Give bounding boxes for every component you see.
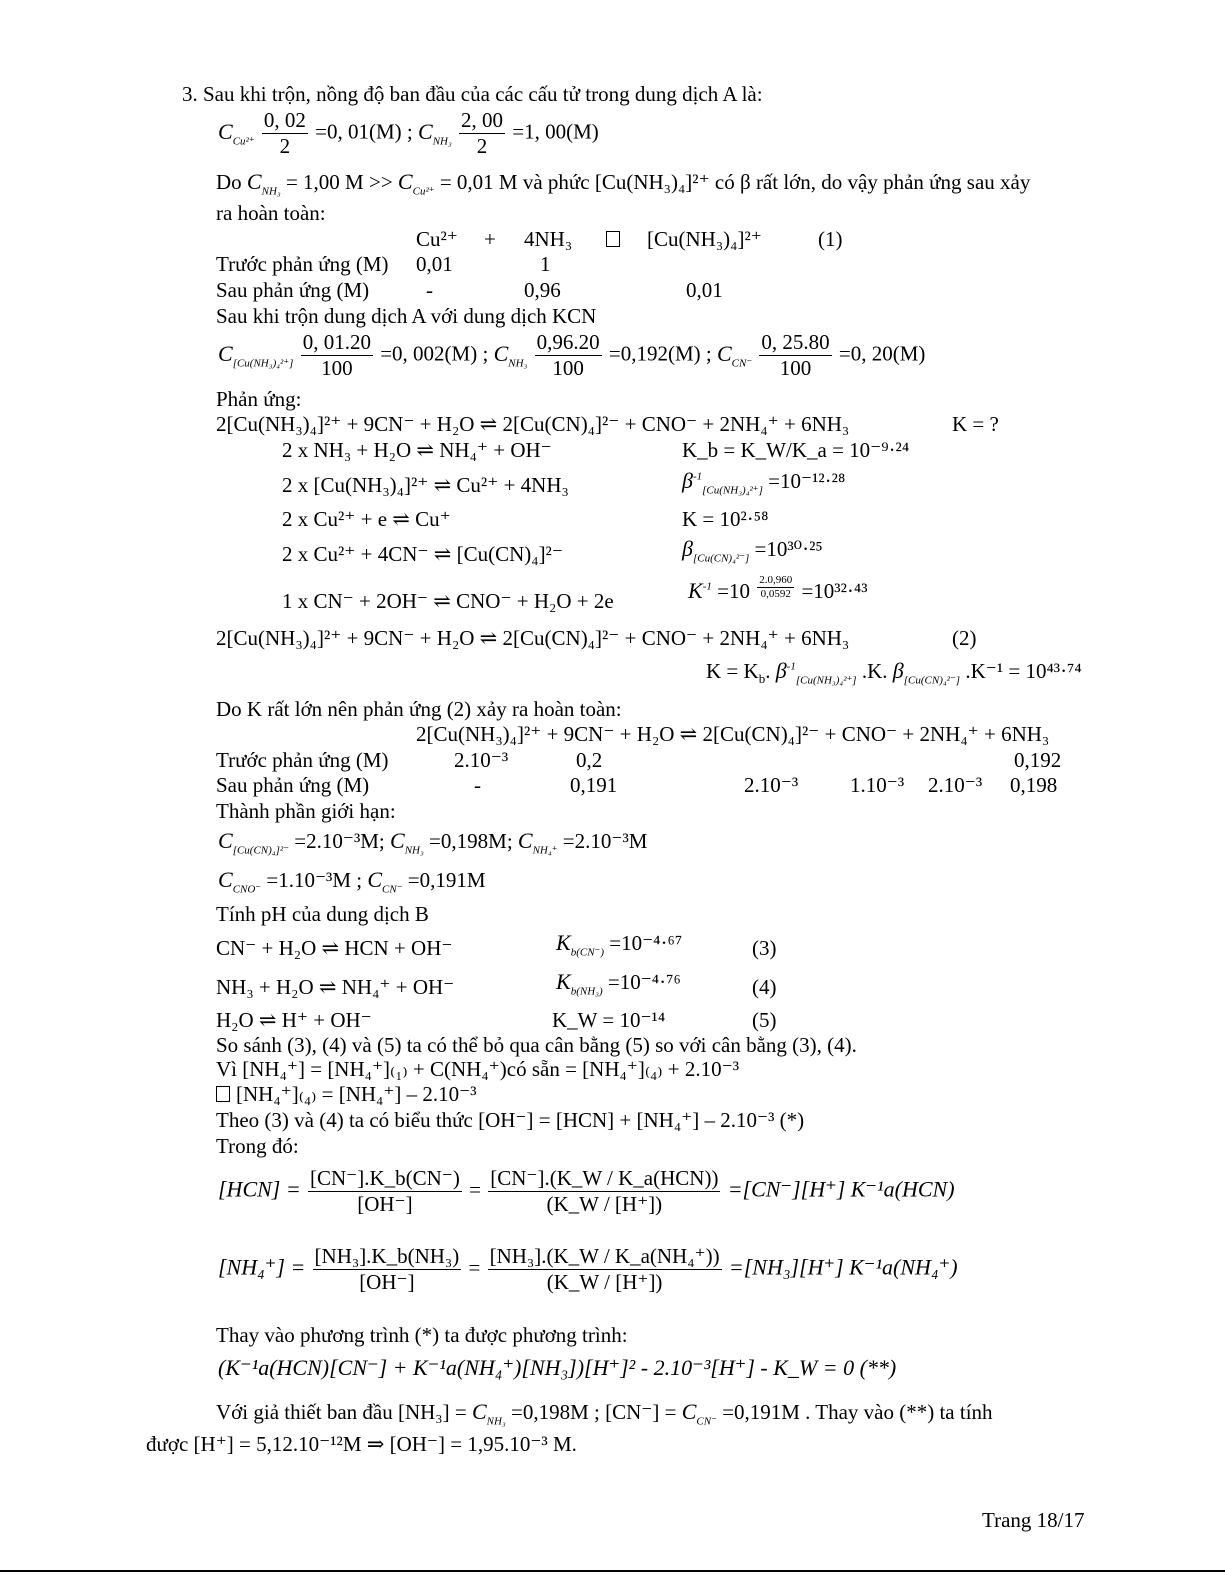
after-2-b: 0,191 [570,773,618,797]
before-2-c: 0,192 [1014,748,1062,772]
equation-2-repeat: 2[Cu(NH₃)₄]²⁺ + 9CN⁻ + H₂O ⇌ 2[Cu(CN)₄]²⁻ + CNO⁻ + 2NH₄⁺ + 6NH₃ [416,722,1050,746]
react-label: Phản ứng: [216,387,302,411]
compare-line: So sánh (3), (4) và (5) ta có thể bỏ qua cân bằng (5) so với cân bằng (3), (4). [216,1033,857,1057]
implies-line: [NH₄⁺]₍₄₎ = [NH₄⁺] – 2.10⁻³ [216,1084,477,1105]
reaction-1-nh3: 4NH₃ [524,227,573,251]
eq-5-number: (5) [752,1008,777,1032]
bigk-line: Do K rất lớn nên phản ứng (2) xảy ra hoàn toàn: [216,697,622,721]
after-1-a: - [426,278,433,302]
step-2-k: $\beta^{-1}_{[Cu(NH_3)_4^{2+}]} =10^{-12}\cdot^{28}$ [682,468,846,497]
before-2-a: 2.10⁻³ [454,748,509,772]
equation-2: 2[Cu(NH₃)₄]²⁺ + 9CN⁻ + H₂O ⇌ 2[Cu(CN)₄]²⁻ + CNO⁻ + 2NH₄⁺ + 6NH₃ [216,626,850,650]
k-question: K = ? [952,412,999,436]
limit-label: Thành phần giới hạn: [216,799,396,823]
ph-label: Tính pH của dung dịch B [216,902,429,926]
arrow-box-icon [600,229,626,250]
step-3: 2 x Cu²⁺ + e ⇌ Cu⁺ [282,507,451,531]
eq-3-number: (3) [752,936,777,960]
after-2-c: 2.10⁻³ [744,773,799,797]
intro-line: 3. Sau khi trộn, nồng độ ban đầu của các cấu tử trong dung dịch A là: [182,82,763,106]
after-2-a: - [474,773,481,797]
eq-3-k: $K_{b(CN^-)} =10^{-4}\cdot^{67}$ [556,930,683,959]
footer-divider [0,1570,1225,1572]
eq-4: NH₃ + H₂O ⇌ NH₄⁺ + OH⁻ [216,975,455,999]
before-label-2: Trước phản ứng (M) [216,748,389,772]
step-1: 2 x NH₃ + H₂O ⇌ NH₄⁺ + OH⁻ [282,438,552,462]
step-5: 1 x CN⁻ + 2OH⁻ ⇌ CNO⁻ + H₂O + 2e [282,589,614,613]
step-3-k: K = 10²·⁵⁸ [682,507,769,531]
limit-formula-1: $C_{[Cu(CN)_4]^{2-}} =2.10^{-3}M$; $C_{NH_3} =0,198M$; $C_{NH_4^+} =2.10^{-3}M$ [218,828,648,857]
do-cont: ra hoàn toàn: [216,201,326,225]
after-2-d: 1.10⁻³ [850,773,905,797]
after-2-e: 2.10⁻³ [928,773,983,797]
page-number: Trang 18/17 [982,1508,1085,1532]
before-1-b: 1 [540,252,551,276]
main-equation: 2[Cu(NH₃)₄]²⁺ + 9CN⁻ + H₂O ⇌ 2[Cu(CN)₄]²⁻ + CNO⁻ + 2NH₄⁺ + 6NH₃ [216,412,850,436]
after-label-1: Sau phản ứng (M) [216,278,370,302]
step-4: 2 x Cu²⁺ + 4CN⁻ ⇌ [Cu(CN)₄]²⁻ [282,542,563,566]
step-1-k: K_b = K_W/K_a = 10⁻⁹·²⁴ [682,438,910,462]
after-label-2: Sau phản ứng (M) [216,773,370,797]
eq-5: H₂O ⇌ H⁺ + OH⁻ [216,1008,372,1032]
before-1-a: 0,01 [416,252,453,276]
reaction-1-complex: [Cu(NH₃)₄]²⁺ [647,227,762,251]
eq-4-number: (4) [752,975,777,999]
after-2-f: 0,198 [1010,773,1058,797]
reaction-1-number: (1) [818,227,843,251]
trong-label: Trong đó: [216,1134,299,1158]
result-line: được [H⁺] = 5,12.10⁻¹²M ⇒ [OH⁻] = 1,95.10⁻³ M. [146,1432,577,1456]
nh4-expression: [NH₄⁺] = $\frac{\text{[NH₃].K\_b(NH₃)}}{[OH^-]}$ = $\frac{\text{[NH₃].(K\_W / K\_a(NH₄⁺))}}{(K\_W / [H^+])}$ =[NH₃][H⁺] K⁻¹a(NH₄⁺) [218,1244,958,1295]
eq-3: CN⁻ + H₂O ⇌ HCN + OH⁻ [216,936,453,960]
reaction-1-plus: + [484,227,496,251]
theo-line: Theo (3) và (4) ta có biểu thức [OH⁻] = [HCN] + [NH₄⁺] – 2.10⁻³ (*) [216,1108,805,1132]
step-5-k: $K^{-1} =10$ $\frac{2.0,960}{0,0592}$ =10³²·⁴³ [688,574,868,603]
mix-line: Sau khi trộn dung dịch A với dung dịch KCN [216,304,597,328]
equation-2-number: (2) [952,626,977,650]
implies-box-icon [216,1086,230,1102]
formula-mix-conc: $C_{[Cu(NH_3)_4^{2+}]}$ $\frac{0, 01.20}{100}$ =0, 002(M) ; $C_{NH_3}$ $\frac{0,96.20}{100}$ =0,192(M) ; $C_{CN^-}$ $\frac{0, 25.80}{100}$ =0, 20(M) [218,330,926,381]
thay-line: Thay vào phương trình (*) ta được phương trình: [216,1323,628,1347]
formula-initial-conc: $C_{Cu^{2+}}$ $\frac{0, 02}{2}$ =0, 01(M) ; $C_{NH_3}$ $\frac{2, 00}{2}$ =1, 00(M) [218,108,599,159]
eq-5-k: K_W = 10⁻¹⁴ [552,1008,666,1032]
eq-4-k: $K_{b(NH_3)} =10^{-4}\cdot^{76}$ [556,969,681,998]
hcn-expression: [HCN] = $\frac{[CN^-].K\_b(CN^-)}{[OH^-]}$ = $\frac{\text{[CN⁻].(K\_W / K\_a(HCN))}}{(K\_W / [H^+])}$ =[CN⁻][H⁺] K⁻¹a(HCN) [218,1166,955,1217]
after-1-c: 0,01 [686,278,723,302]
vi-line: Vì [NH₄⁺] = [NH₄⁺]₍₁₎ + C(NH₄⁺)có sẵn = [NH₄⁺]₍₄₎ + 2.10⁻³ [216,1057,739,1081]
before-label-1: Trước phản ứng (M) [216,252,389,276]
reaction-1-cu: Cu²⁺ [416,227,458,251]
k-total: $K = K_b$. $\beta^{-1}_{[Cu(NH_3)_4^{2+}]}$ .K. $\beta_{[Cu(CN)_4^{2-}]}$ .K⁻¹ = 10⁴³·⁷⁴ [706,658,1082,687]
assumption-line: Với giả thiết ban đầu $[NH_3] = C_{NH_3} =0,198M$ ; $[CN^-] = C_{CN^-} =0,191M$ . Thay vào (**) ta tính [216,1399,993,1428]
do-line: Do $C_{NH_3} = 1,00$ $M >> C_{Cu^{2+}} = 0,01$ M và phức [Cu(NH₃)₄]²⁺ có β rất lớn, do vậy phản ứng sau xảy [216,169,1031,198]
before-2-b: 0,2 [576,748,603,772]
step-2: 2 x [Cu(NH₃)₄]²⁺ ⇌ Cu²⁺ + 4NH₃ [282,473,569,497]
limit-formula-2: $C_{CNO^-} =1.10^{-3}M$ ; $C_{CN^-} =0,191M$ [218,867,486,896]
after-1-b: 0,96 [524,278,561,302]
step-4-k: $\beta_{[Cu(CN)_4^{2-}]} =10^{30}\cdot^{25}$ [682,536,823,565]
final-equation: (K⁻¹a(HCN)[CN⁻] + K⁻¹a(NH₄⁺)[NH₃])[H⁺]² - 2.10⁻³[H⁺] - K_W = 0 (**) [218,1355,897,1380]
